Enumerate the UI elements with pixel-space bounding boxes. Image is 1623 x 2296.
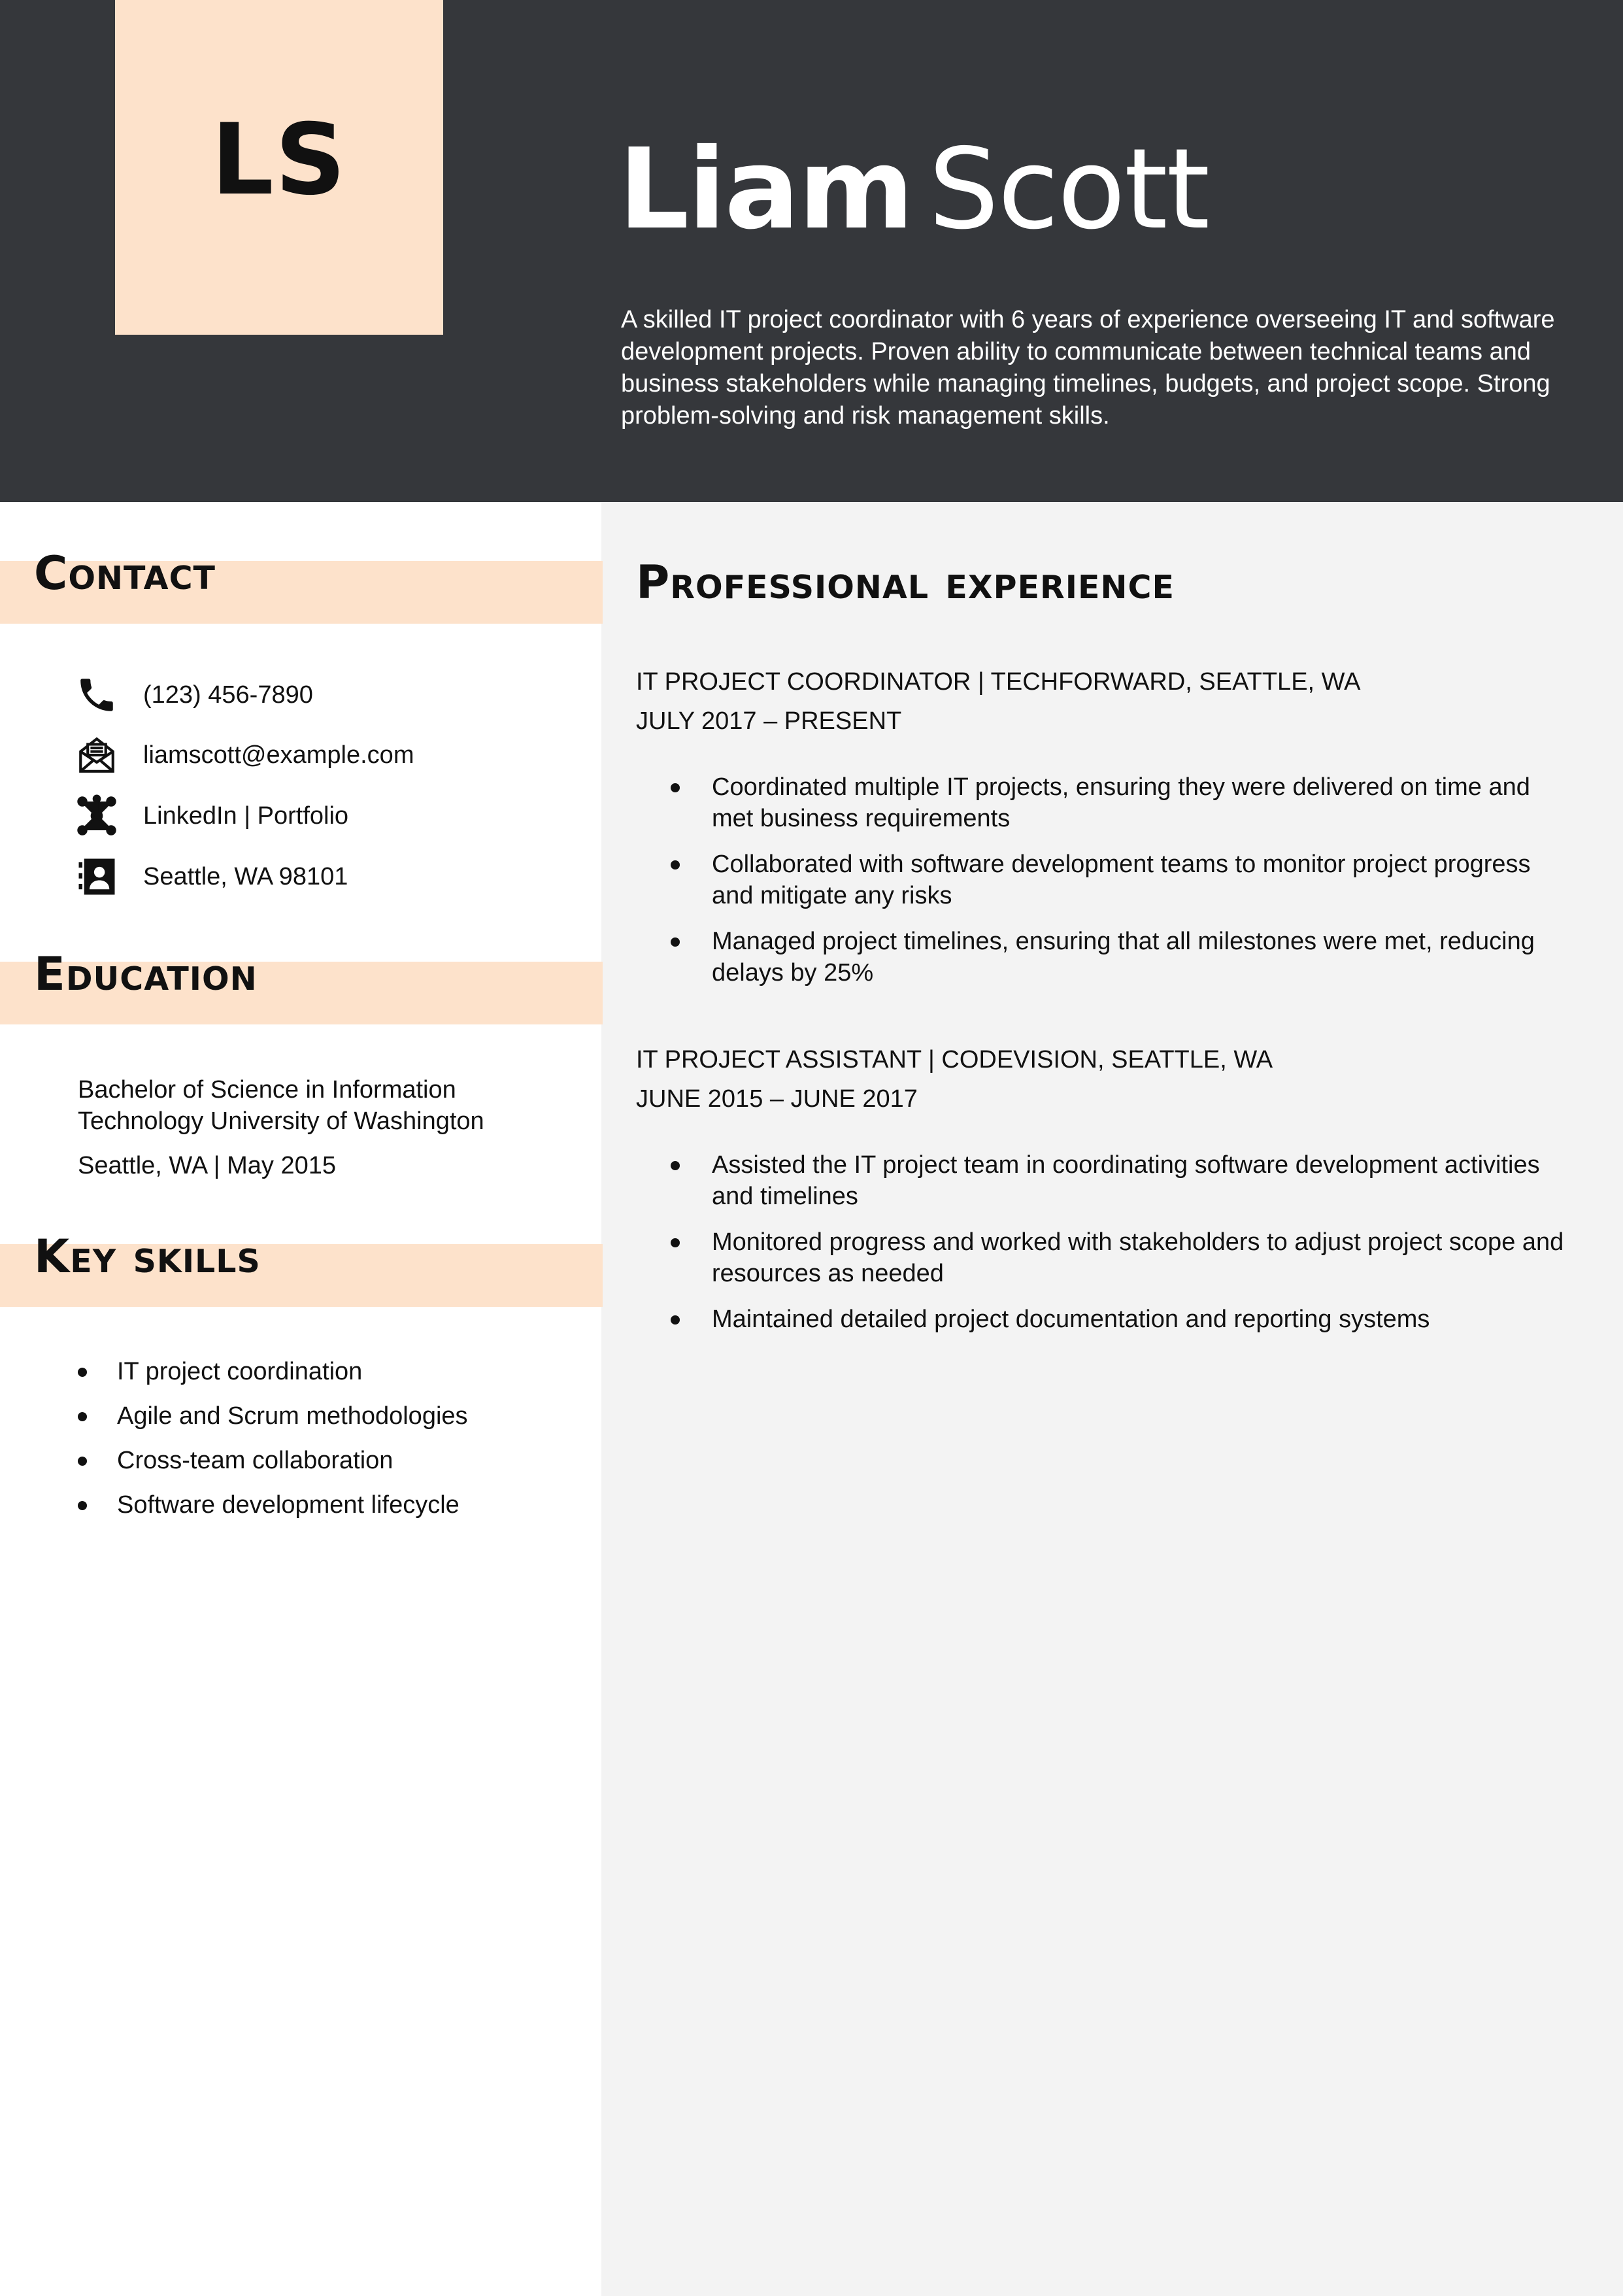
education-location-date: Seattle, WA | May 2015 <box>78 1152 336 1179</box>
email-address: liamscott@example.com <box>143 741 414 769</box>
education-heading: Education <box>34 947 258 1001</box>
list-item: Coordinated multiple IT projects, ensuring they were delivered on time and met business requirements <box>636 771 1577 834</box>
envelope-icon <box>75 732 122 778</box>
list-item: Cross-team collaboration <box>76 1445 468 1476</box>
skills-heading: Key skills <box>34 1230 261 1283</box>
phone-icon <box>75 672 122 718</box>
education-degree: Bachelor of Science in Information Technology University of Washington <box>78 1076 484 1135</box>
address-book-icon <box>75 854 122 900</box>
list-item: Assisted the IT project team in coordinating software development activities and timelines <box>636 1149 1577 1212</box>
full-name <box>618 125 1209 254</box>
contact-links <box>75 793 348 839</box>
job-dates: JUNE 2015 – JUNE 2017 <box>636 1085 918 1113</box>
skills-list <box>76 1356 468 1534</box>
list-item: Agile and Scrum methodologies <box>76 1400 468 1432</box>
list-item: Maintained detailed project documentation and reporting systems <box>636 1304 1577 1335</box>
contact-location <box>75 854 348 900</box>
list-item: Managed project timelines, ensuring that all milestones were met, reducing delays by 25% <box>636 926 1577 988</box>
list-item: IT project coordination <box>76 1356 468 1387</box>
location: Seattle, WA 98101 <box>143 862 348 890</box>
phone-number: (123) 456-7890 <box>143 681 313 709</box>
last-name: Scott <box>928 125 1209 254</box>
first-name: Liam <box>618 125 913 254</box>
contact-heading: Contact <box>34 547 216 600</box>
experience-heading: Professional experience <box>636 556 1175 609</box>
initials: LS <box>211 103 347 217</box>
job-bullets <box>636 771 1577 1003</box>
job-dates: JULY 2017 – PRESENT <box>636 707 902 735</box>
job-title: IT PROJECT COORDINATOR | TECHFORWARD, SEATTLE, WA <box>636 668 1361 696</box>
list-item: Software development lifecycle <box>76 1489 468 1521</box>
monogram-badge <box>115 0 443 335</box>
network-icon <box>75 793 122 839</box>
list-item: Collaborated with software development teams to monitor project progress and mitigate any risks <box>636 849 1577 911</box>
job-title: IT PROJECT ASSISTANT | CODEVISION, SEATTLE, WA <box>636 1046 1273 1073</box>
contact-phone <box>75 672 313 718</box>
job-bullets <box>636 1149 1577 1349</box>
list-item: Monitored progress and worked with stakeholders to adjust project scope and resources as needed <box>636 1226 1577 1289</box>
contact-email <box>75 732 414 778</box>
profile-summary: A skilled IT project coordinator with 6 years of experience overseeing IT and software development projects. Proven ability to communicate between technical teams and business stakeholders while managing timelines, budgets, and project scope. Strong problem-solving and risk management skills. <box>621 306 1555 430</box>
linkedin-portfolio: LinkedIn | Portfolio <box>143 802 349 830</box>
header-banner <box>0 0 1623 502</box>
